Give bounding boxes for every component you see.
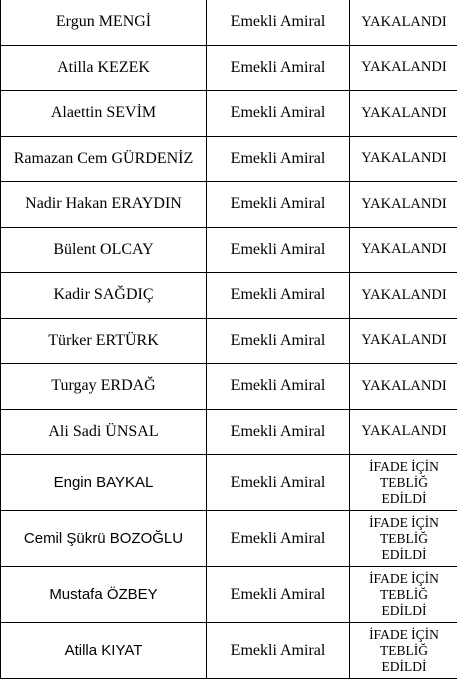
status-cell: [350, 409, 457, 455]
name-cell: Turgay ERDAĞ: [1, 364, 207, 410]
table-row: [1, 623, 457, 679]
table-row: [1, 136, 457, 182]
status-cell: [350, 136, 457, 182]
name-cell: Atilla KIYAT: [1, 623, 207, 679]
status-line: TEBLİĞ: [380, 474, 428, 490]
status-line: YAKALANDI: [361, 195, 447, 212]
status-cell: [350, 364, 457, 410]
status-line: YAKALANDI: [361, 286, 447, 303]
rank-cell: Emekli Amiral: [207, 364, 350, 410]
rank-cell: Emekli Amiral: [207, 182, 350, 228]
name-cell: Ergun MENGİ: [1, 0, 207, 45]
status-line: TEBLİĞ: [380, 586, 428, 602]
rank-cell: Emekli Amiral: [207, 0, 350, 45]
name-cell: Türker ERTÜRK: [1, 318, 207, 364]
status-cell: [350, 455, 457, 511]
status-line: YAKALANDI: [361, 377, 447, 394]
table-row: [1, 455, 457, 511]
name-cell: Mustafa ÖZBEY: [1, 567, 207, 623]
table-row: [1, 182, 457, 228]
name-cell: Ramazan Cem GÜRDENİZ: [1, 136, 207, 182]
table-row: [1, 273, 457, 319]
status-line: EDİLDİ: [381, 490, 427, 506]
table-row: [1, 511, 457, 567]
status-cell: [350, 623, 457, 679]
name-cell: Bülent OLCAY: [1, 227, 207, 273]
name-cell: Engin BAYKAL: [1, 455, 207, 511]
status-line: YAKALANDI: [361, 59, 447, 76]
status-line: İFADE İÇİN: [369, 626, 439, 642]
status-line: İFADE İÇİN: [369, 514, 439, 530]
status-line: YAKALANDI: [361, 150, 447, 167]
status-line: EDİLDİ: [381, 658, 427, 674]
table-row: [1, 318, 457, 364]
status-cell: [350, 318, 457, 364]
status-line: YAKALANDI: [361, 241, 447, 258]
status-cell: [350, 91, 457, 137]
status-cell: [350, 45, 457, 91]
table-row: [1, 227, 457, 273]
name-cell: Alaettin SEVİM: [1, 91, 207, 137]
status-line: İFADE İÇİN: [369, 570, 439, 586]
status-cell: [350, 273, 457, 319]
status-cell: [350, 182, 457, 228]
rank-cell: Emekli Amiral: [207, 136, 350, 182]
rank-cell: Emekli Amiral: [207, 567, 350, 623]
status-line: TEBLİĞ: [380, 530, 428, 546]
status-line: EDİLDİ: [381, 602, 427, 618]
status-cell: [350, 511, 457, 567]
status-line: TEBLİĞ: [380, 642, 428, 658]
status-line: YAKALANDI: [361, 332, 447, 349]
rank-cell: Emekli Amiral: [207, 511, 350, 567]
table-row: [1, 409, 457, 455]
status-line: YAKALANDI: [361, 104, 447, 121]
table-row: [1, 567, 457, 623]
status-line: YAKALANDI: [361, 423, 447, 440]
table-row: [1, 45, 457, 91]
status-cell: [350, 567, 457, 623]
rank-cell: Emekli Amiral: [207, 273, 350, 319]
status-line: YAKALANDI: [361, 13, 447, 30]
status-line: İFADE İÇİN: [369, 458, 439, 474]
rank-cell: Emekli Amiral: [207, 623, 350, 679]
status-cell: [350, 0, 457, 45]
name-cell: Nadir Hakan ERAYDIN: [1, 182, 207, 228]
rank-cell: Emekli Amiral: [207, 409, 350, 455]
rank-cell: Emekli Amiral: [207, 227, 350, 273]
table-row: [1, 91, 457, 137]
status-cell: [350, 227, 457, 273]
rank-cell: Emekli Amiral: [207, 91, 350, 137]
name-cell: Atilla KEZEK: [1, 45, 207, 91]
status-line: EDİLDİ: [381, 546, 427, 562]
table-body: [1, 0, 457, 679]
name-cell: Kadir SAĞDIÇ: [1, 273, 207, 319]
table-row: [1, 0, 457, 45]
name-cell: Cemil Şükrü BOZOĞLU: [1, 511, 207, 567]
table-row: [1, 364, 457, 410]
rank-cell: Emekli Amiral: [207, 318, 350, 364]
rank-cell: Emekli Amiral: [207, 455, 350, 511]
name-cell: Ali Sadi ÜNSAL: [1, 409, 207, 455]
rank-cell: Emekli Amiral: [207, 45, 350, 91]
